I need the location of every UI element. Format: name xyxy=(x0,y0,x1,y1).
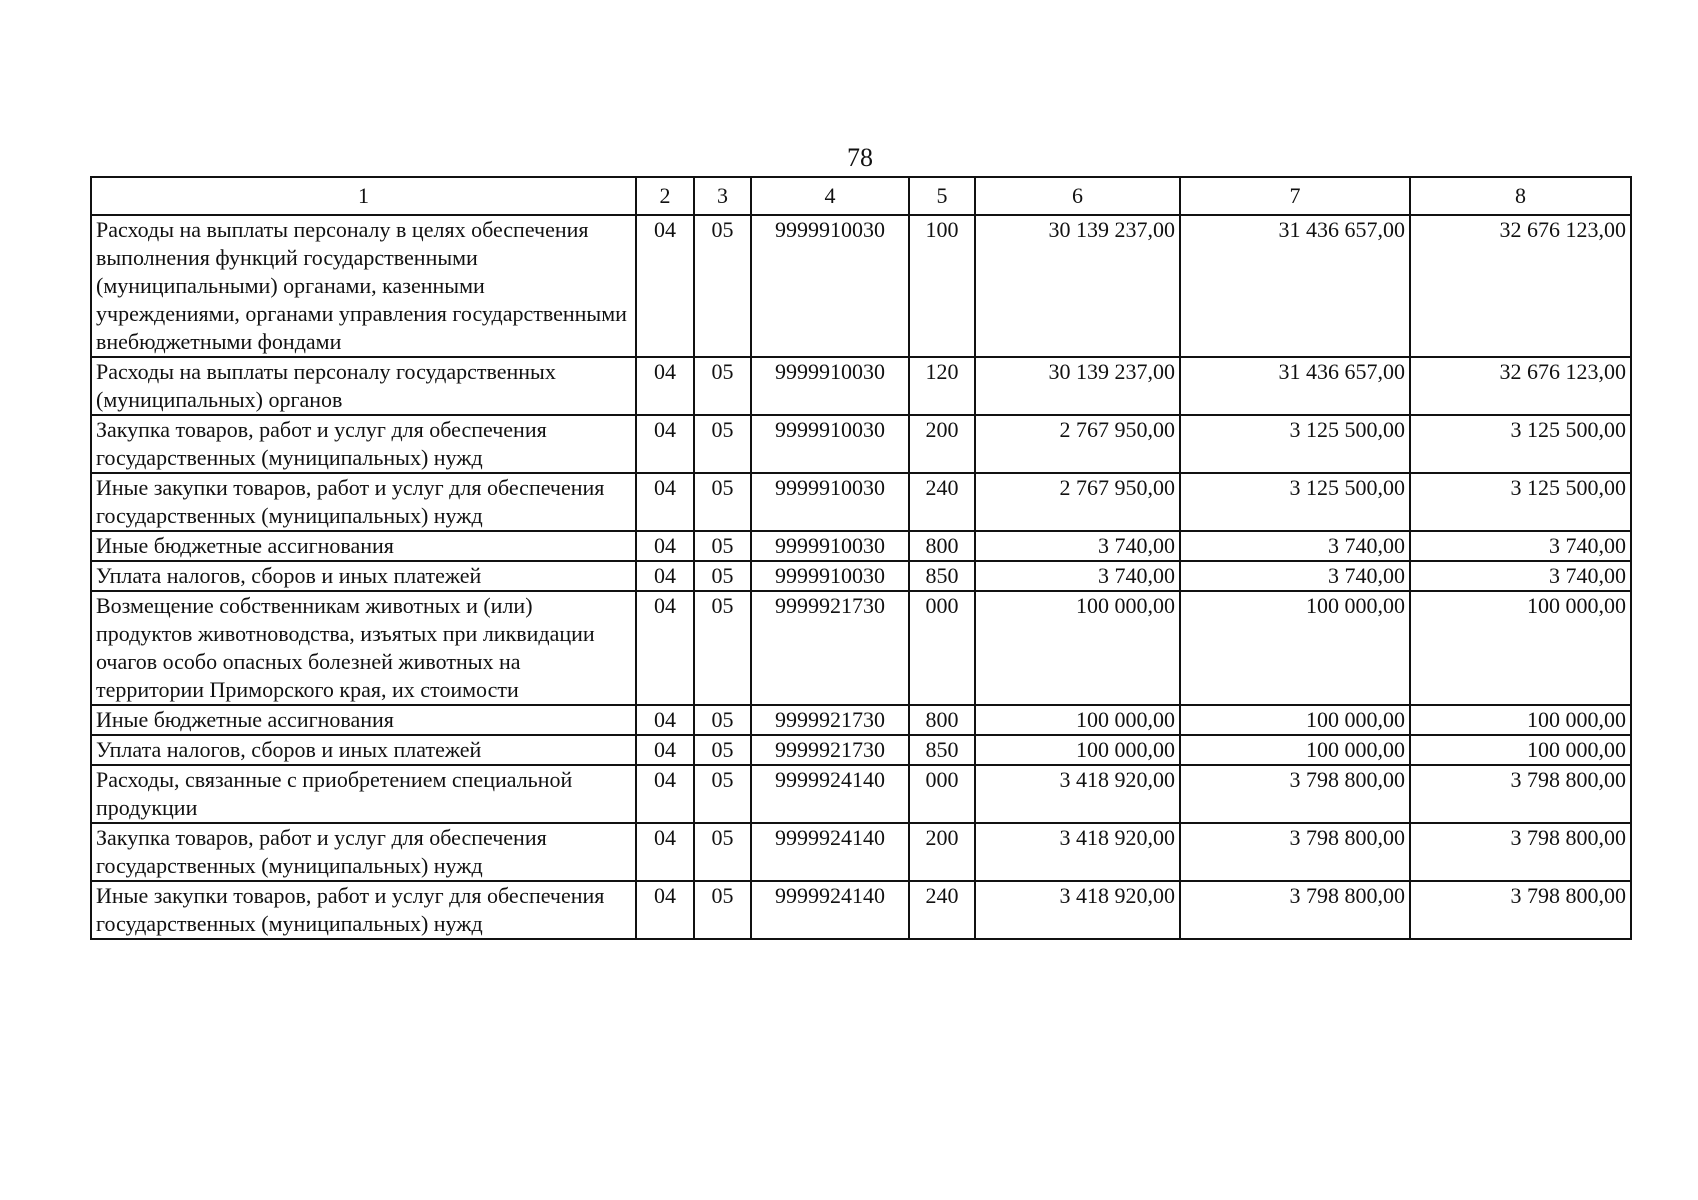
amount-col-8: 32 676 123,00 xyxy=(1410,357,1631,415)
amount-col-6: 30 139 237,00 xyxy=(975,357,1180,415)
amount-col-6: 30 139 237,00 xyxy=(975,215,1180,357)
section-code: 04 xyxy=(636,357,694,415)
table-row xyxy=(91,823,1631,881)
expense-type-code: 100 xyxy=(909,215,975,357)
section-code: 04 xyxy=(636,531,694,561)
amount-col-6: 3 418 920,00 xyxy=(975,823,1180,881)
column-header: 6 xyxy=(975,177,1180,215)
amount-col-7: 3 798 800,00 xyxy=(1180,881,1410,939)
expense-type-code: 800 xyxy=(909,705,975,735)
amount-col-6: 3 740,00 xyxy=(975,561,1180,591)
subsection-code: 05 xyxy=(694,561,751,591)
amount-col-7: 3 740,00 xyxy=(1180,531,1410,561)
column-header: 8 xyxy=(1410,177,1631,215)
amount-col-8: 32 676 123,00 xyxy=(1410,215,1631,357)
expense-type-code: 850 xyxy=(909,735,975,765)
target-article-code: 9999910030 xyxy=(751,531,909,561)
section-code: 04 xyxy=(636,415,694,473)
row-description: Уплата налогов, сборов и иных платежей xyxy=(91,735,636,765)
row-description: Расходы на выплаты персоналу государственных (муниципальных) органов xyxy=(91,357,636,415)
subsection-code: 05 xyxy=(694,705,751,735)
target-article-code: 9999910030 xyxy=(751,561,909,591)
target-article-code: 9999924140 xyxy=(751,823,909,881)
expense-type-code: 000 xyxy=(909,591,975,705)
page-number: 78 xyxy=(847,143,873,172)
target-article-code: 9999910030 xyxy=(751,215,909,357)
table-row xyxy=(91,215,1631,357)
amount-col-8: 3 740,00 xyxy=(1410,561,1631,591)
column-header: 4 xyxy=(751,177,909,215)
section-code: 04 xyxy=(636,591,694,705)
amount-col-6: 100 000,00 xyxy=(975,591,1180,705)
target-article-code: 9999924140 xyxy=(751,881,909,939)
amount-col-8: 3 798 800,00 xyxy=(1410,765,1631,823)
table-row xyxy=(91,765,1631,823)
amount-col-6: 100 000,00 xyxy=(975,705,1180,735)
table-row xyxy=(91,735,1631,765)
row-description: Закупка товаров, работ и услуг для обеспечения государственных (муниципальных) нужд xyxy=(91,415,636,473)
expense-type-code: 240 xyxy=(909,881,975,939)
amount-col-7: 3 798 800,00 xyxy=(1180,765,1410,823)
expense-type-code: 240 xyxy=(909,473,975,531)
section-code: 04 xyxy=(636,705,694,735)
column-header: 1 xyxy=(91,177,636,215)
row-description: Уплата налогов, сборов и иных платежей xyxy=(91,561,636,591)
target-article-code: 9999921730 xyxy=(751,735,909,765)
column-header: 2 xyxy=(636,177,694,215)
row-description: Иные закупки товаров, работ и услуг для обеспечения государственных (муниципальных) нужд xyxy=(91,473,636,531)
amount-col-7: 3 125 500,00 xyxy=(1180,415,1410,473)
amount-col-8: 3 798 800,00 xyxy=(1410,881,1631,939)
amount-col-8: 3 125 500,00 xyxy=(1410,415,1631,473)
amount-col-6: 3 418 920,00 xyxy=(975,881,1180,939)
expense-type-code: 120 xyxy=(909,357,975,415)
amount-col-7: 100 000,00 xyxy=(1180,705,1410,735)
row-description: Возмещение собственникам животных и (или) продуктов животноводства, изъятых при ликвидации очагов особо опасных болезней животных на территории Приморского края, их стоимости xyxy=(91,591,636,705)
amount-col-7: 3 125 500,00 xyxy=(1180,473,1410,531)
amount-col-7: 31 436 657,00 xyxy=(1180,215,1410,357)
amount-col-7: 100 000,00 xyxy=(1180,735,1410,765)
table-row xyxy=(91,881,1631,939)
row-description: Закупка товаров, работ и услуг для обеспечения государственных (муниципальных) нужд xyxy=(91,823,636,881)
table-row xyxy=(91,531,1631,561)
subsection-code: 05 xyxy=(694,473,751,531)
expense-type-code: 200 xyxy=(909,415,975,473)
table-row xyxy=(91,473,1631,531)
subsection-code: 05 xyxy=(694,531,751,561)
amount-col-6: 100 000,00 xyxy=(975,735,1180,765)
expense-type-code: 200 xyxy=(909,823,975,881)
amount-col-6: 2 767 950,00 xyxy=(975,473,1180,531)
target-article-code: 9999921730 xyxy=(751,705,909,735)
row-description: Расходы на выплаты персоналу в целях обеспечения выполнения функций государственными (муниципальными) органами, казенными учреждениями, органами управления государственными внебюджетными фондами xyxy=(91,215,636,357)
amount-col-6: 2 767 950,00 xyxy=(975,415,1180,473)
row-description: Иные бюджетные ассигнования xyxy=(91,531,636,561)
subsection-code: 05 xyxy=(694,591,751,705)
subsection-code: 05 xyxy=(694,415,751,473)
expense-type-code: 000 xyxy=(909,765,975,823)
amount-col-6: 3 740,00 xyxy=(975,531,1180,561)
target-article-code: 9999910030 xyxy=(751,415,909,473)
table-row xyxy=(91,415,1631,473)
row-description: Расходы, связанные с приобретением специальной продукции xyxy=(91,765,636,823)
amount-col-8: 3 740,00 xyxy=(1410,531,1631,561)
target-article-code: 9999910030 xyxy=(751,473,909,531)
subsection-code: 05 xyxy=(694,823,751,881)
amount-col-8: 100 000,00 xyxy=(1410,591,1631,705)
subsection-code: 05 xyxy=(694,765,751,823)
table-row xyxy=(91,357,1631,415)
section-code: 04 xyxy=(636,881,694,939)
section-code: 04 xyxy=(636,823,694,881)
section-code: 04 xyxy=(636,735,694,765)
subsection-code: 05 xyxy=(694,357,751,415)
target-article-code: 9999924140 xyxy=(751,765,909,823)
expense-type-code: 800 xyxy=(909,531,975,561)
amount-col-7: 3 740,00 xyxy=(1180,561,1410,591)
table-row xyxy=(91,561,1631,591)
section-code: 04 xyxy=(636,561,694,591)
column-header: 7 xyxy=(1180,177,1410,215)
subsection-code: 05 xyxy=(694,881,751,939)
row-description: Иные закупки товаров, работ и услуг для обеспечения государственных (муниципальных) нужд xyxy=(91,881,636,939)
amount-col-8: 100 000,00 xyxy=(1410,735,1631,765)
column-header: 5 xyxy=(909,177,975,215)
amount-col-7: 100 000,00 xyxy=(1180,591,1410,705)
expense-type-code: 850 xyxy=(909,561,975,591)
amount-col-7: 3 798 800,00 xyxy=(1180,823,1410,881)
column-header: 3 xyxy=(694,177,751,215)
target-article-code: 9999910030 xyxy=(751,357,909,415)
amount-col-7: 31 436 657,00 xyxy=(1180,357,1410,415)
amount-col-8: 3 798 800,00 xyxy=(1410,823,1631,881)
table-row xyxy=(91,705,1631,735)
budget-table xyxy=(90,176,1632,940)
amount-col-8: 100 000,00 xyxy=(1410,705,1631,735)
table-row xyxy=(91,591,1631,705)
row-description: Иные бюджетные ассигнования xyxy=(91,705,636,735)
section-code: 04 xyxy=(636,765,694,823)
amount-col-8: 3 125 500,00 xyxy=(1410,473,1631,531)
subsection-code: 05 xyxy=(694,215,751,357)
target-article-code: 9999921730 xyxy=(751,591,909,705)
section-code: 04 xyxy=(636,473,694,531)
section-code: 04 xyxy=(636,215,694,357)
header-row xyxy=(91,177,1631,215)
amount-col-6: 3 418 920,00 xyxy=(975,765,1180,823)
subsection-code: 05 xyxy=(694,735,751,765)
